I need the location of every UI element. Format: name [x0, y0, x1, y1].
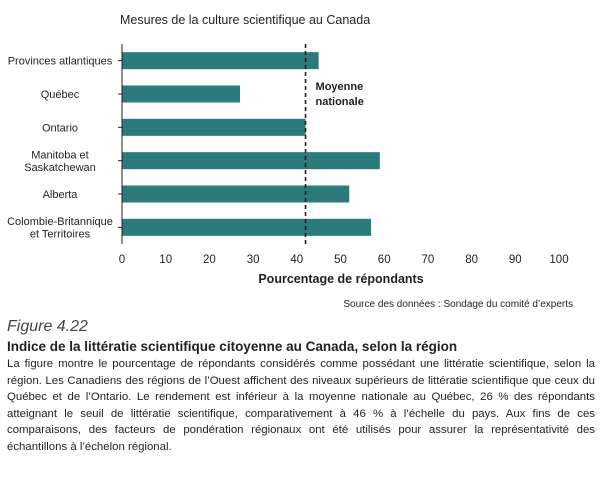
- category-label: Ontario: [41, 122, 79, 135]
- x-tick-label: 0: [118, 254, 126, 266]
- figure-caption: [7, 318, 595, 456]
- x-tick-label: 70: [421, 254, 435, 266]
- x-tick-label: 60: [377, 254, 391, 266]
- category-label: Manitoba et Saskatchewan: [24, 149, 96, 174]
- bar-5: [122, 186, 349, 203]
- x-tick-label: 40: [290, 254, 304, 266]
- figure-number: Figure 4.22: [7, 318, 88, 335]
- figure-title: Indice de la littératie scientifique citoyenne au Canada, selon la région: [7, 339, 458, 354]
- bar-4: [122, 152, 380, 169]
- category-label: Provinces atlantiques: [7, 55, 113, 68]
- x-tick-label: 50: [334, 254, 347, 266]
- bar-3: [122, 119, 306, 136]
- x-tick-label: 20: [203, 254, 216, 266]
- category-label: Alberta: [42, 189, 78, 201]
- bar-6: [122, 219, 371, 236]
- x-tick-label: 90: [508, 254, 522, 266]
- figure-description: La figure montre le pourcentage de répondants considérés comme possédant une littératie scientifique, selon la région. Les Canadiens des régions de l’Ouest affichent des niveaux supérieurs de littératie scientifique que ceux du Québec et de l’Ontario. Le rendement est inférieur à la moyenne nationale au Québec, 26 % des répondants atteignant le seuil de littératie scientifique, comparativement à 46 % à l’échelle du pays. Aux fins de ces comparaisons, des facteurs de pondération régionaux ont été utilisés pour assurer la représentativité des échantillons à l’échelon régional.: [7, 358, 595, 453]
- x-tick-label: 10: [159, 254, 173, 266]
- category-labels: [7, 56, 113, 241]
- x-tick-label: 100: [549, 254, 569, 266]
- source-note: Source des données : Sondage du comité d’experts: [343, 299, 573, 310]
- bar-1: [122, 52, 319, 69]
- reference-label-line-2: nationale: [315, 96, 364, 108]
- bar-2: [122, 86, 240, 103]
- chart-title: Mesures de la culture scientifique au Canada: [120, 13, 371, 27]
- x-tick-label: 80: [465, 254, 478, 266]
- x-axis-label: Pourcentage de répondants: [258, 272, 424, 286]
- category-label: Colombie-Britannique et Territoires: [7, 216, 113, 241]
- x-tick-label: 30: [246, 254, 260, 266]
- reference-label-line-1: Moyenne: [315, 81, 364, 93]
- bars-group: [118, 52, 380, 236]
- x-axis-ticks: [119, 254, 569, 266]
- category-label: Québec: [40, 89, 80, 101]
